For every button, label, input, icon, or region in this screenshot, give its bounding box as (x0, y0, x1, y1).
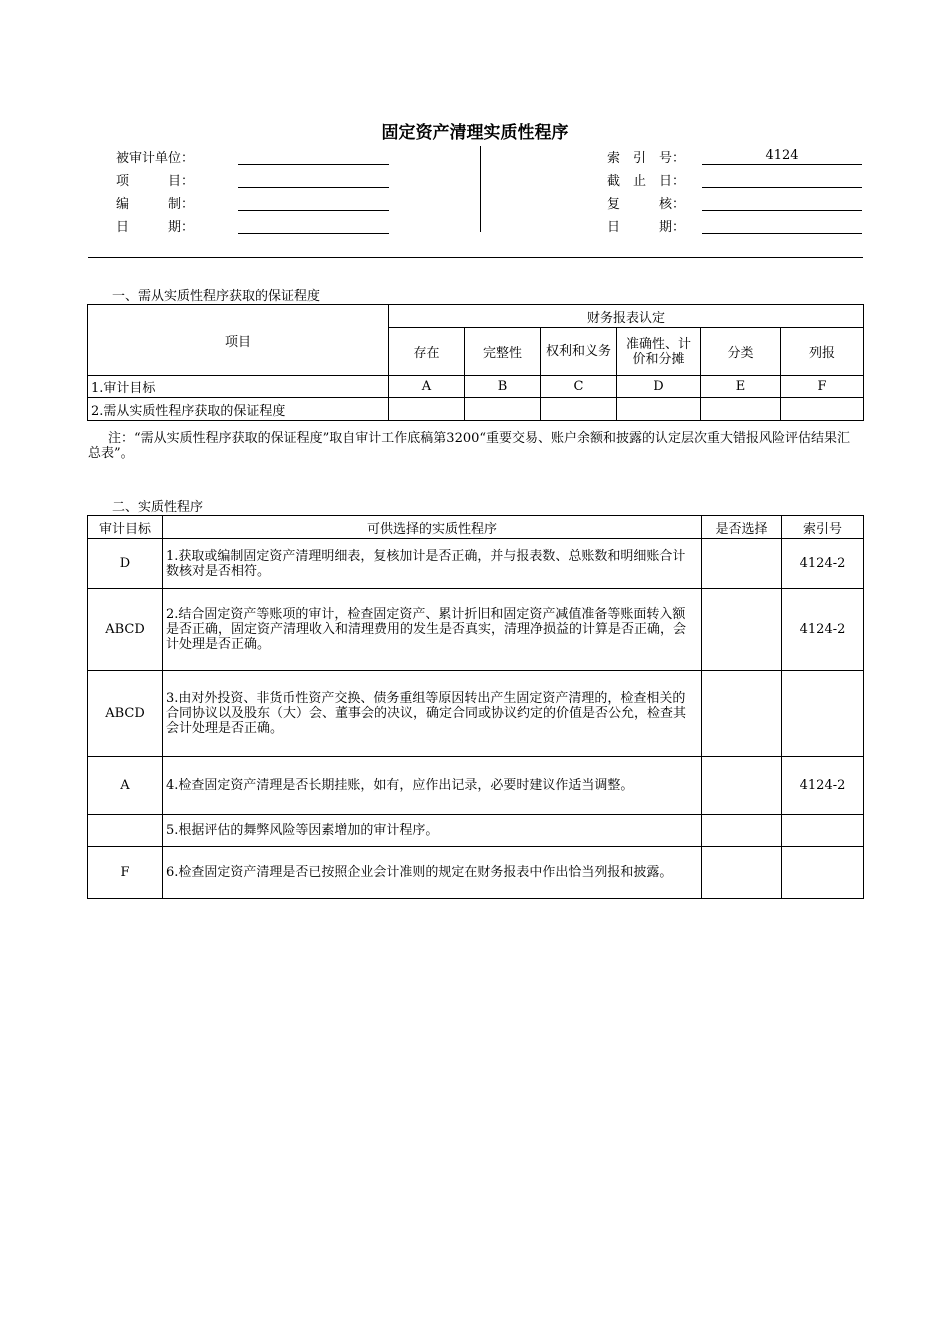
procedures-table (87, 515, 864, 899)
procedure-goal (88, 815, 163, 847)
procedure-text: 3.由对外投资、非货币性资产交换、债务重组等原因转出产生固定资产清理的，检查相关的合同协议以及股东（大）会、董事会的决议，确定合同或协议约定的价值是否公允，检查其会计处理是否正确。 (163, 671, 702, 757)
objective-cell: B (465, 376, 541, 398)
procedure-selected[interactable] (702, 539, 782, 589)
procedure-index (782, 815, 864, 847)
project-field[interactable] (238, 171, 389, 188)
preparer-label: 编 制： (116, 197, 195, 212)
header-selected: 是否选择 (702, 516, 782, 539)
cutoff-date-label: 截 止 日： (607, 174, 686, 189)
procedure-text: 5.根据评估的舞弊风险等因素增加的审计程序。 (163, 815, 702, 847)
assurance-cell[interactable] (465, 398, 541, 421)
page-title: 固定资产清理实质性程序 (381, 123, 569, 143)
assertion-existence: 存在 (389, 328, 465, 376)
reviewer-label: 复 核： (607, 197, 686, 212)
auditee-field[interactable] (238, 148, 389, 165)
assurance-cell[interactable] (617, 398, 701, 421)
section1-title: 一、需从实质性程序获取的保证程度 (112, 289, 321, 304)
procedure-index (782, 671, 864, 757)
procedure-index: 4124-2 (782, 589, 864, 671)
objective-cell: D (617, 376, 701, 398)
procedure-goal: F (88, 847, 163, 899)
procedure-row (88, 589, 864, 671)
procedure-row (88, 757, 864, 815)
assurance-cell[interactable] (541, 398, 617, 421)
preparer-field[interactable] (238, 194, 389, 211)
procedure-text: 2.结合固定资产等账项的审计，检查固定资产、累计折旧和固定资产减值准备等账面转入额是否正确，固定资产清理收入和清理费用的发生是否真实，清理净损益的计算是否正确，会计处理是否正确。 (163, 589, 702, 671)
assertion-group-header: 财务报表认定 (389, 305, 864, 328)
header-index: 索引号 (782, 516, 864, 539)
header-divider (480, 146, 481, 232)
assurance-table (87, 304, 864, 421)
item-header: 项目 (88, 305, 389, 376)
procedure-row (88, 671, 864, 757)
assurance-level-label: 2.需从实质性程序获取的保证程度 (88, 398, 389, 421)
reviewer-field[interactable] (702, 194, 862, 211)
project-label: 项 目： (116, 174, 195, 189)
procedure-goal: D (88, 539, 163, 589)
procedure-goal: ABCD (88, 589, 163, 671)
procedure-goal: ABCD (88, 671, 163, 757)
index-number-label: 索 引 号： (607, 151, 686, 166)
objective-cell: F (781, 376, 864, 398)
procedure-row (88, 539, 864, 589)
procedure-text: 1.获取或编制固定资产清理明细表，复核加计是否正确，并与报表数、总账数和明细账合计数核对是否相符。 (163, 539, 702, 589)
assertion-completeness: 完整性 (465, 328, 541, 376)
assurance-cell[interactable] (781, 398, 864, 421)
header-audit-goal: 审计目标 (88, 516, 163, 539)
date-label-left: 日 期： (116, 220, 195, 235)
header-procedure: 可供选择的实质性程序 (163, 516, 702, 539)
cutoff-date-field[interactable] (702, 171, 862, 188)
procedure-row (88, 815, 864, 847)
section2-title: 二、实质性程序 (112, 500, 204, 515)
section1-note: 注：“需从实质性程序获取的保证程度”取自审计工作底稿第3200“重要交易、账户余额和披露的认定层次重大错报风险评估结果汇总表”。 (88, 431, 851, 461)
objective-cell: C (541, 376, 617, 398)
date-field-right[interactable] (702, 217, 862, 234)
procedure-selected[interactable] (702, 757, 782, 815)
assertion-valuation: 准确性、计价和分摊 (617, 328, 701, 376)
index-number-field[interactable]: 4124 (702, 148, 862, 165)
objective-cell: E (701, 376, 781, 398)
assurance-cell[interactable] (389, 398, 465, 421)
audit-objective-label: 1.审计目标 (88, 376, 389, 398)
date-field-left[interactable] (238, 217, 389, 234)
procedure-text: 4.检查固定资产清理是否长期挂账，如有，应作出记录，必要时建议作适当调整。 (163, 757, 702, 815)
procedure-text: 6.检查固定资产清理是否已按照企业会计准则的规定在财务报表中作出恰当列报和披露。 (163, 847, 702, 899)
date-label-right: 日 期： (607, 220, 686, 235)
auditee-label: 被审计单位： (116, 151, 195, 166)
procedure-index (782, 847, 864, 899)
procedure-row (88, 847, 864, 899)
procedure-goal: A (88, 757, 163, 815)
assertion-rights: 权利和义务 (541, 328, 617, 376)
header-bottom-rule (88, 257, 863, 258)
assertion-presentation: 列报 (781, 328, 864, 376)
procedure-selected[interactable] (702, 589, 782, 671)
objective-cell: A (389, 376, 465, 398)
assurance-cell[interactable] (701, 398, 781, 421)
procedure-index: 4124-2 (782, 539, 864, 589)
procedure-selected[interactable] (702, 847, 782, 899)
assertion-classification: 分类 (701, 328, 781, 376)
procedure-index: 4124-2 (782, 757, 864, 815)
procedure-selected[interactable] (702, 815, 782, 847)
procedure-selected[interactable] (702, 671, 782, 757)
